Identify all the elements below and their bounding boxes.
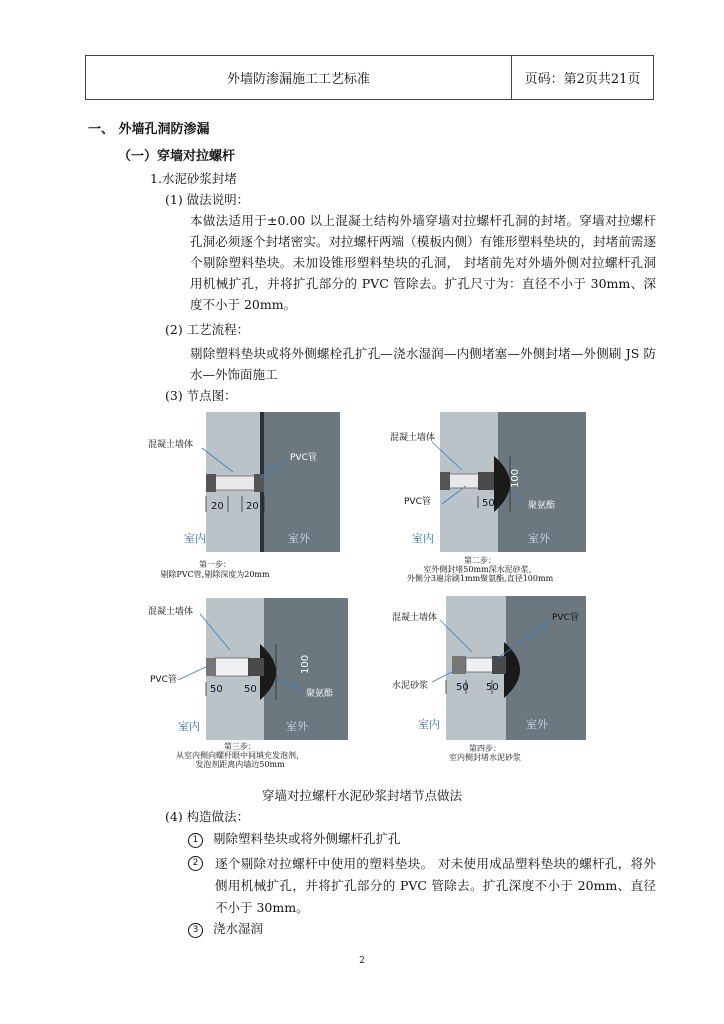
interior-label: 室内	[178, 720, 200, 733]
exterior-label: 室外	[528, 532, 550, 545]
dim-b: 50	[244, 684, 257, 695]
step1-caption-2: 剔除PVC管,剔除深度为20mm	[160, 570, 270, 579]
list-item-text: 剔除塑料垫块或将外侧螺杆孔扩孔	[213, 831, 401, 846]
wall-label: 混凝土墙体	[392, 613, 438, 623]
step2-caption-3: 外侧分3遍涂刷1mm聚氨酯,直径100mm	[406, 574, 554, 583]
interior-label: 室内	[412, 532, 434, 545]
step4-caption-2: 室内侧封堵水泥砂浆	[449, 753, 521, 762]
step2-diagram	[386, 412, 586, 552]
exterior-wall	[264, 412, 340, 552]
page-header	[85, 55, 654, 100]
sub2-label: (2) 工艺流程：	[165, 322, 250, 337]
section-heading: 一、 外墙孔洞防渗漏	[88, 122, 210, 137]
header-page-info: 页码：第2页共21页	[524, 72, 641, 87]
list-item	[188, 831, 401, 848]
subsection-heading: （一）穿墙对拉螺杆	[118, 149, 236, 164]
dim-b: 50	[486, 682, 499, 693]
foam-label: 聚氨酯	[306, 689, 334, 699]
foam-label: 聚氨酯	[528, 501, 556, 511]
sub3-label: (3) 节点图：	[165, 388, 237, 403]
dim-h: 100	[510, 468, 521, 488]
mortar-label: 水泥砂浆	[392, 681, 429, 691]
page-number: 2	[359, 956, 365, 966]
dim-a: 50	[482, 498, 495, 509]
dim-b: 20	[246, 501, 259, 512]
step2-caption-1: 第二步：	[464, 556, 496, 565]
step3-diagram	[148, 598, 348, 740]
dim-a: 50	[210, 684, 223, 695]
pvc-label: PVC管	[552, 613, 579, 623]
list-item-text: 浇水湿润	[213, 921, 264, 936]
item-number: 3	[188, 923, 203, 938]
dim-h: 100	[300, 654, 311, 674]
item-number: 2	[188, 856, 203, 871]
sub1-text: 本做法适用于±0.00 以上混凝土结构外墙穿墙对拉螺杆孔洞的封堵。穿墙对拉螺杆孔洞必须逐个封堵密实。对拉螺杆两端（模板内侧）有锥形塑料垫块的，封堵前需逐个剔除塑料垫块。未加设锥形塑料垫块的孔洞， 封堵前先对外墙外侧对拉螺杆孔洞用机械扩孔，并将扩孔部分的 PVC 管除去。扩孔尺寸为：直径不小于 30mm、深度不小于 20mm。	[190, 213, 656, 312]
pvc-label: PVC管	[404, 497, 431, 507]
pvc-pipe	[214, 476, 258, 490]
list-item	[188, 921, 263, 938]
list-item	[188, 853, 656, 919]
step2-caption-2: 室外侧封堵50mm深水泥砂浆，	[423, 565, 537, 574]
exterior-label: 室外	[526, 718, 548, 731]
sub2-text: 剔除塑料垫块或将外侧螺栓孔扩孔—浇水湿润—内侧堵塞—外侧封堵—外侧刷 JS 防水—外饰面施工	[190, 346, 656, 382]
header-title: 外墙防渗漏施工工艺标准	[86, 56, 512, 99]
step3-caption-1: 第三步：	[224, 742, 256, 751]
exterior-label: 室外	[286, 720, 308, 733]
item-number: 1	[188, 833, 203, 848]
step3-caption-3: 发泡剂距离内墙边50mm	[195, 760, 285, 769]
interior-label: 室内	[418, 718, 440, 731]
step1-caption-1: 第一步：	[199, 560, 231, 569]
sub4-label: (4) 构造做法：	[165, 809, 250, 824]
figure-caption: 穿墙对拉螺杆水泥砂浆封堵节点做法	[261, 788, 462, 803]
sub1-label: (1) 做法说明：	[165, 192, 250, 207]
pvc-label: PVC管	[150, 675, 177, 685]
step4-diagram	[386, 596, 586, 740]
item-heading: 1.水泥砂浆封堵	[150, 171, 237, 186]
exterior-label: 室外	[288, 532, 310, 545]
wall-label: 混凝土墙体	[148, 440, 194, 450]
step4-caption-1: 第四步：	[469, 744, 501, 753]
step3-caption-2: 从室内侧向螺杆眼中间填充发泡剂，	[176, 751, 304, 760]
wall-label: 混凝土墙体	[390, 433, 436, 443]
list-item-text: 逐个剔除对拉螺杆中使用的塑料垫块。 对未使用成品塑料垫块的螺杆孔，将外侧用机械扩孔，并将扩孔部分的 PVC 管除去。扩孔深度不小于 20mm、直径不小于 30mm。	[215, 856, 656, 915]
dim-a: 20	[211, 501, 224, 512]
step1-diagram	[148, 412, 340, 552]
pvc-label: PVC管	[290, 453, 317, 463]
foam-filler	[214, 658, 250, 676]
dim-a: 50	[456, 682, 469, 693]
wall-label: 混凝土墙体	[148, 607, 194, 617]
interior-label: 室内	[184, 532, 206, 545]
